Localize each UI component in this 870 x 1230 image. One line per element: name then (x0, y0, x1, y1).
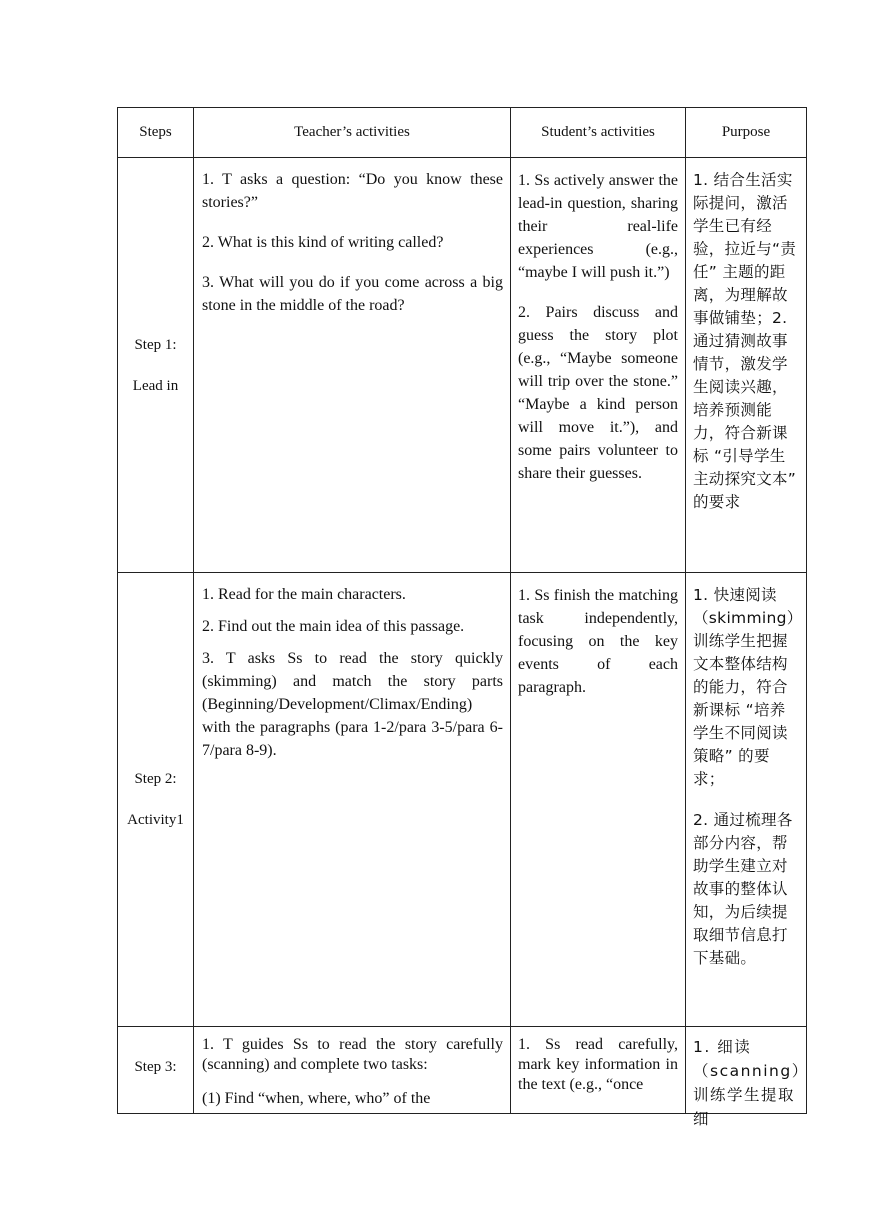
student-activities-cell (511, 573, 686, 1027)
student-activity: 1. Ss finish the matching task independently, focusing on the key events of each paragraph. (518, 587, 678, 696)
teacher-activity: 3. What will you do if you come across a big stone in the middle of the road? (202, 274, 503, 314)
teacher-activity: 1. T guides Ss to read the story carefully (scanning) and complete two tasks: (202, 1036, 503, 1073)
teacher-activity: 3. T asks Ss to read the story quickly (skimming) and match the story parts (Beginning/Development/Climax/Ending) with the paragraphs (para 1-2/para 3-5/para 6-7/para 8-9). (202, 650, 503, 759)
header-teacher-activities: Teacher’s activities (194, 108, 511, 158)
header-row (118, 108, 807, 158)
teacher-activities-cell (194, 158, 511, 573)
teacher-activity: (1) Find “when, where, who” of the (202, 1090, 431, 1107)
table-row (118, 158, 807, 573)
step-number: Step 2: (134, 771, 177, 787)
purpose-text: 1. 快速阅读（skimming）训练学生把握文本整体结构的能力，符合新课标 “培养学生不同阅读策略” 的要求； (693, 586, 795, 788)
header-steps: Steps (118, 108, 194, 158)
purpose-text: 1. 结合生活实际提问，激活学生已有经验，拉近与“责任” 主题的距离，为理解故事做铺垫；2. 通过猜测故事情节，激发学生阅读兴趣，培养预测能力，符合新课标 “引导学生主动探究文本” 的要求 (693, 171, 797, 511)
step-cell (118, 573, 194, 1027)
table-row (118, 573, 807, 1027)
teacher-activity: 2. Find out the main idea of this passage. (202, 618, 465, 635)
step-cell (118, 1027, 194, 1114)
step-title: Lead in (132, 377, 179, 394)
step-number: Step 3: (134, 1059, 177, 1075)
teacher-activity: 1. T asks a question: “Do you know these stories?” (202, 171, 503, 211)
purpose-text: 1. 细读（scanning）训练学生提取细 (693, 1038, 809, 1128)
teacher-activity: 1. Read for the main characters. (202, 586, 406, 603)
table-row (118, 1027, 807, 1114)
step-number: Step 1: (134, 336, 177, 353)
teacher-activities-cell (194, 1027, 511, 1114)
teacher-activities-cell (194, 573, 511, 1027)
student-activity: 2. Pairs discuss and guess the story plot (e.g., “Maybe someone will trip over the stone.” “Maybe a kind person will move it.”), and some pairs volunteer to share their guesses. (518, 304, 678, 482)
purpose-text: 2. 通过梳理各部分内容，帮助学生建立对故事的整体认知，为后续提取细节信息打下基础。 (693, 811, 793, 967)
purpose-cell (686, 1027, 809, 1128)
student-activity: 1. Ss actively answer the lead-in question, sharing their real-life experiences (e.g., “maybe I will push it.”) (518, 172, 678, 281)
purpose-cell (686, 158, 807, 573)
step-title: Activity1 (127, 812, 184, 828)
student-activity: 1. Ss read carefully, mark key information in the text (e.g., “once (518, 1036, 678, 1093)
lesson-plan-table (117, 107, 809, 1128)
purpose-cell (686, 573, 807, 1027)
student-activities-cell (511, 1027, 686, 1114)
teacher-activity: 2. What is this kind of writing called? (202, 234, 444, 251)
step-cell (118, 158, 194, 573)
header-purpose: Purpose (686, 108, 807, 158)
student-activities-cell (511, 158, 686, 573)
header-student-activities: Student’s activities (511, 108, 686, 158)
